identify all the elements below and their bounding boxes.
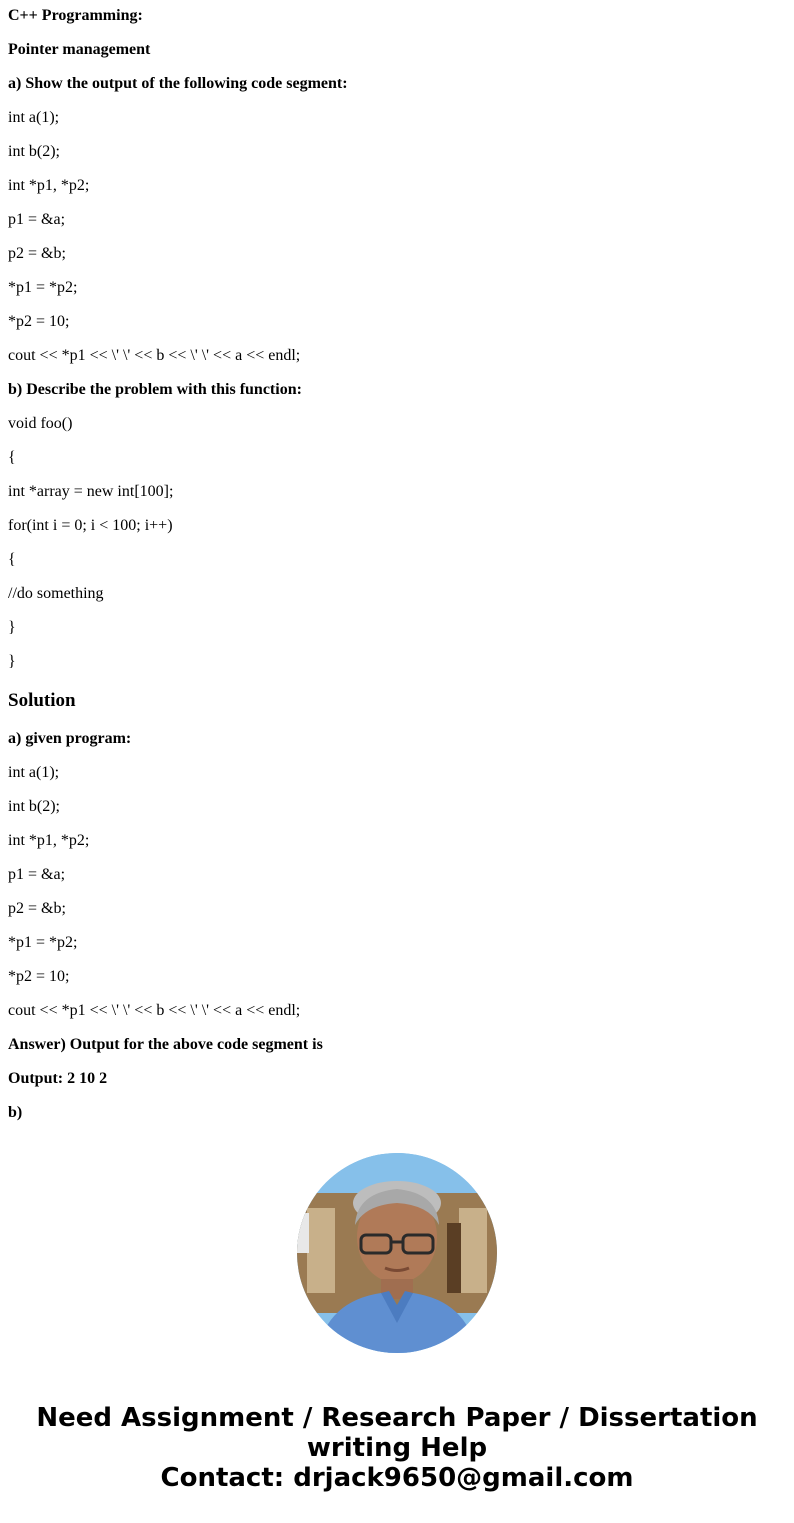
question-a-code-line: cout << *p1 << \' \' << b << \' \' << a << endl;	[8, 347, 301, 364]
author-photo	[297, 1153, 497, 1353]
solution-code-line: p2 = &b;	[8, 900, 66, 917]
question-a-code-line: int a(1);	[8, 109, 60, 126]
question-b-code-line: }	[8, 619, 16, 636]
solution-code-line: cout << *p1 << \' \' << b << \' \' << a << endl;	[8, 1002, 301, 1019]
question-b-code-line: void foo()	[8, 415, 73, 432]
solution-part-b-label: b)	[8, 1104, 23, 1121]
doc-title: C++ Programming:	[8, 7, 143, 24]
solution-heading: Solution	[8, 690, 76, 711]
solution-code-line: int b(2);	[8, 798, 60, 815]
question-b-code-line: }	[8, 653, 16, 670]
question-a-code-line: p1 = &a;	[8, 211, 66, 228]
question-a-code-line: p2 = &b;	[8, 245, 66, 262]
solution-code-line: int a(1);	[8, 764, 60, 781]
solution-part-a-heading: a) given program:	[8, 730, 132, 747]
answer-label: Answer) Output for the above code segment is	[8, 1036, 323, 1053]
solution-code-line: *p1 = *p2;	[8, 934, 78, 951]
question-a-code-line: int *p1, *p2;	[8, 177, 90, 194]
question-b-code-line: int *array = new int[100];	[8, 483, 174, 500]
footer-line-2: writing Help	[306, 1433, 488, 1463]
question-b-code-line: for(int i = 0; i < 100; i++)	[8, 517, 173, 534]
author-photo-illustration	[297, 1153, 497, 1353]
question-a-code-line: *p1 = *p2;	[8, 279, 78, 296]
question-b-code-line: //do something	[8, 585, 104, 602]
question-b-code-line: {	[8, 449, 16, 466]
doc-subtitle: Pointer management	[8, 41, 151, 58]
question-b-code-line: {	[8, 551, 16, 568]
question-a-code-line: *p2 = 10;	[8, 313, 70, 330]
output-label: Output: 2 10 2	[8, 1070, 108, 1087]
footer-banner	[0, 1403, 794, 1493]
footer-line-1: Need Assignment / Research Paper / Dissertation	[36, 1403, 758, 1433]
solution-code-line: int *p1, *p2;	[8, 832, 90, 849]
question-a-heading: a) Show the output of the following code segment:	[8, 75, 348, 92]
question-a-code-line: int b(2);	[8, 143, 60, 160]
solution-code-line: *p2 = 10;	[8, 968, 70, 985]
question-b-heading: b) Describe the problem with this function:	[8, 381, 302, 398]
footer-contact: Contact: drjack9650@gmail.com	[160, 1463, 634, 1493]
solution-code-line: p1 = &a;	[8, 866, 66, 883]
